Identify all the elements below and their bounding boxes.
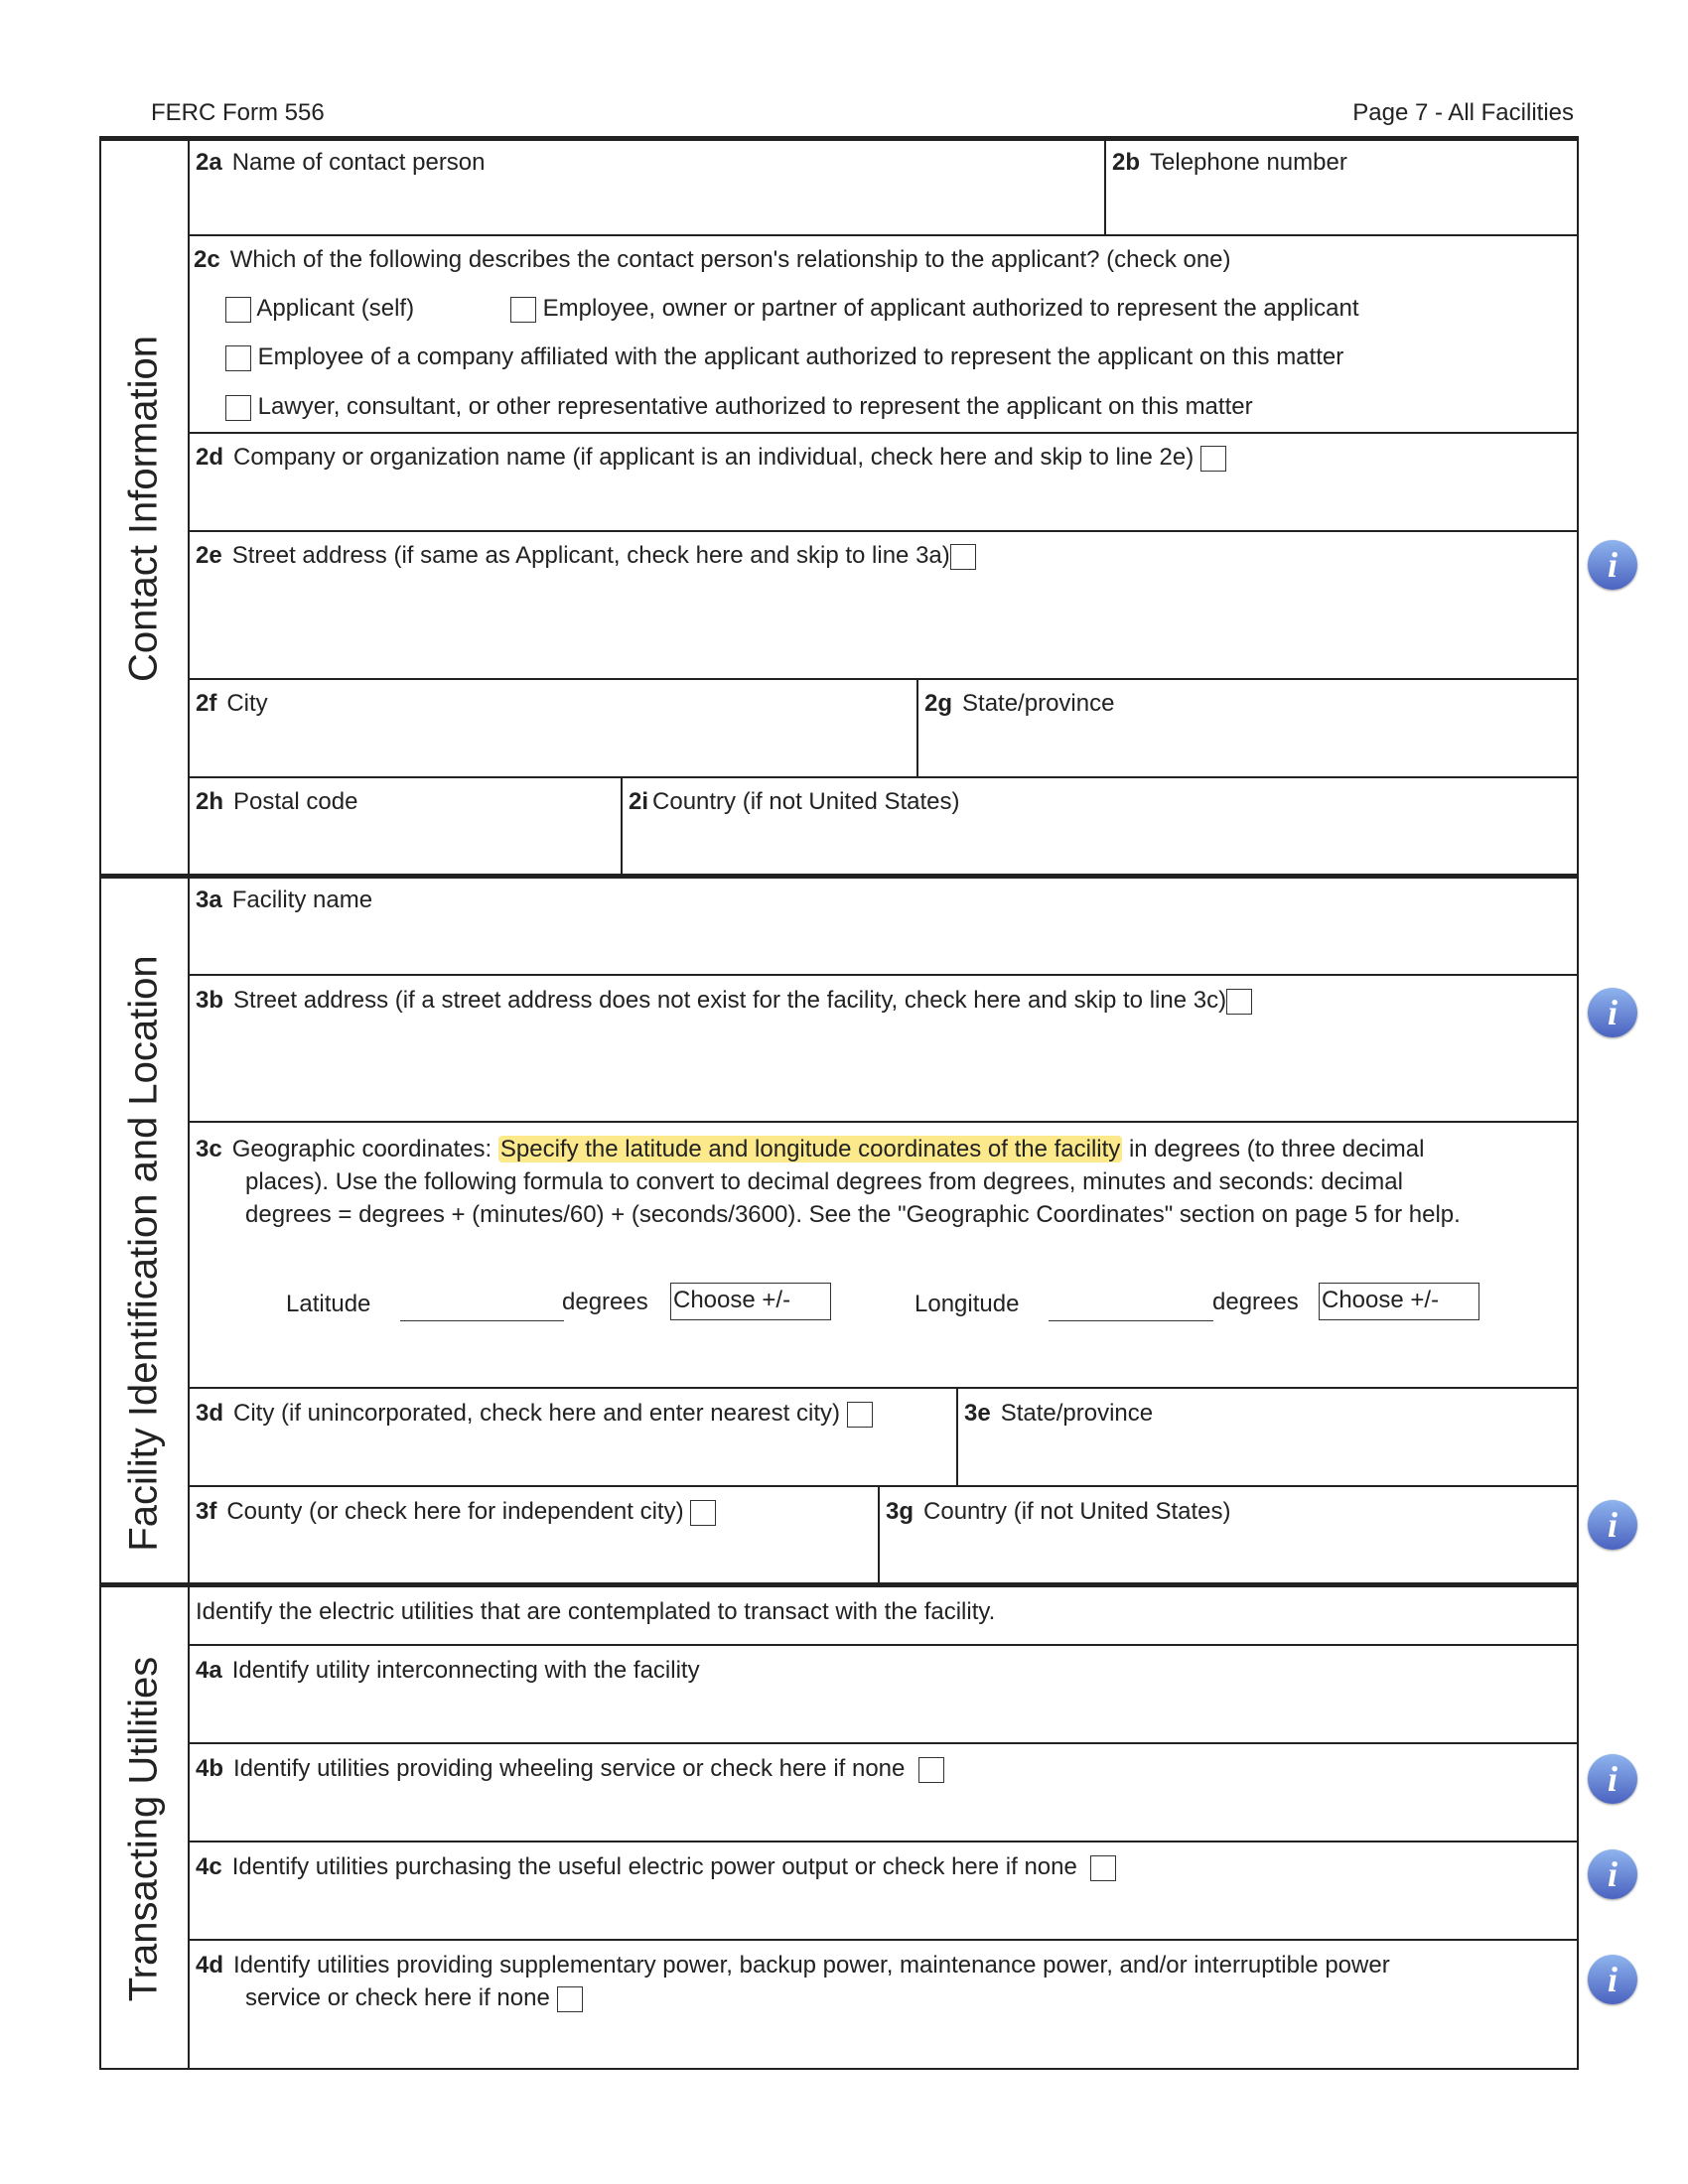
field-2b-label: 2b Telephone number — [1112, 149, 1347, 176]
label-column-divider — [188, 138, 190, 2070]
divider — [188, 1841, 1579, 1843]
field-3e-label: 3e State/province — [964, 1400, 1154, 1427]
option-employee-owner-partner[interactable]: Employee, owner or partner of applicant authorized to represent the applicant — [510, 295, 1359, 323]
section-divider — [99, 874, 1579, 879]
longitude-degrees-label: degrees — [1212, 1289, 1299, 1315]
checkbox[interactable] — [510, 297, 536, 323]
checkbox-4c-none[interactable] — [1090, 1855, 1116, 1881]
divider — [188, 234, 1579, 236]
field-4b-label: 4b Identify utilities providing wheeling service or check here if none — [196, 1755, 944, 1783]
checkbox-no-street-address[interactable] — [1226, 989, 1252, 1015]
checkbox[interactable] — [225, 345, 251, 371]
longitude-label: Longitude — [914, 1291, 1020, 1317]
divider-3d-3e — [956, 1388, 958, 1486]
form-title: FERC Form 556 — [151, 99, 325, 126]
divider — [188, 432, 1579, 434]
option-affiliated-employee[interactable]: Employee of a company affiliated with the applicant authorized to represent the applicant on this matter — [225, 343, 1343, 371]
field-2h-label: 2h Postal code — [196, 788, 358, 815]
highlighted-instruction: Specify the latitude and longitude coordinates of the facility — [499, 1136, 1121, 1162]
info-icon[interactable]: i — [1588, 1754, 1637, 1804]
info-icon[interactable]: i — [1588, 1500, 1637, 1550]
divider — [188, 1939, 1579, 1941]
page-label: Page 7 - All Facilities — [1352, 99, 1574, 126]
field-3a-label: 3a Facility name — [196, 887, 373, 913]
field-3b-label: 3b Street address (if a street address does not exist for the facility, check here and skip to line 3c) — [196, 987, 1252, 1015]
option-applicant-self[interactable]: Applicant (self) — [225, 295, 414, 323]
field-2d-label: 2d Company or organization name (if applicant is an individual, check here and skip to line 2e) — [196, 444, 1226, 472]
field-4d-label: 4d Identify utilities providing supplementary power, backup power, maintenance power, and/or interruptible power — [196, 1952, 1390, 1979]
section-label-contact: Contact Information — [121, 335, 166, 683]
divider-3f-3g — [878, 1486, 880, 1583]
field-4a-label: 4a Identify utility interconnecting with the facility — [196, 1657, 700, 1684]
latitude-label: Latitude — [286, 1291, 371, 1317]
checkbox[interactable] — [225, 395, 251, 421]
divider — [188, 530, 1579, 532]
field-2f-label: 2f City — [196, 690, 268, 717]
divider — [188, 1121, 1579, 1123]
divider — [188, 1387, 1579, 1389]
longitude-sign-select[interactable]: Choose +/- — [1319, 1283, 1479, 1320]
divider — [188, 1644, 1579, 1646]
section-label-facility: Facility Identification and Location — [121, 955, 166, 1552]
section-label-utilities: Transacting Utilities — [121, 1656, 166, 2002]
divider — [188, 974, 1579, 976]
field-3g-label: 3g Country (if not United States) — [886, 1498, 1231, 1525]
field-4c-label: 4c Identify utilities purchasing the useful electric power output or check here if none — [196, 1853, 1116, 1881]
field-4d-label-line2: service or check here if none — [245, 1984, 583, 2012]
field-2c-label: 2c Which of the following describes the contact person's relationship to the applicant? (check one) — [194, 246, 1231, 273]
longitude-input[interactable] — [1049, 1320, 1213, 1321]
info-icon[interactable]: i — [1588, 988, 1637, 1037]
field-3d-label: 3d City (if unincorporated, check here and enter nearest city) — [196, 1400, 873, 1428]
section-divider — [99, 1582, 1579, 1587]
field-3c-instructions: 3c Geographic coordinates: Specify the latitude and longitude coordinates of the facility in degrees (to three decimal places). Use the following formula to convert to decimal degrees from degrees, minutes and seconds: decimal degrees = degrees + (minutes/60) + (seconds/3600). See the "Geographic Coordinates" section on page 5 for help. — [196, 1136, 1461, 1228]
info-icon[interactable]: i — [1588, 1955, 1637, 2004]
latitude-sign-select[interactable]: Choose +/- — [670, 1283, 831, 1320]
utilities-intro: Identify the electric utilities that are contemplated to transact with the facility. — [196, 1598, 996, 1625]
option-lawyer-consultant[interactable]: Lawyer, consultant, or other representative authorized to represent the applicant on this matter — [225, 393, 1253, 421]
divider — [188, 776, 1579, 778]
field-2a-label: 2a Name of contact person — [196, 149, 486, 176]
checkbox[interactable] — [225, 297, 251, 323]
divider — [188, 1485, 1579, 1487]
divider-2a-2b — [1104, 138, 1106, 235]
divider-2f-2g — [916, 679, 918, 777]
divider-2h-2i — [621, 777, 623, 875]
checkbox-4d-none[interactable] — [557, 1986, 583, 2012]
checkbox-unincorporated[interactable] — [847, 1402, 873, 1428]
field-2e-label: 2e Street address (if same as Applicant, check here and skip to line 3a) — [196, 542, 976, 570]
checkbox-individual[interactable] — [1200, 446, 1226, 472]
field-3f-label: 3f County (or check here for independent city) — [196, 1498, 716, 1526]
field-2g-label: 2g State/province — [924, 690, 1115, 717]
checkbox-4b-none[interactable] — [918, 1757, 944, 1783]
info-icon[interactable]: i — [1588, 540, 1637, 590]
field-2i-label: 2i Country (if not United States) — [629, 788, 960, 815]
latitude-degrees-label: degrees — [562, 1289, 648, 1315]
info-icon[interactable]: i — [1588, 1849, 1637, 1899]
divider — [188, 1742, 1579, 1744]
divider — [188, 678, 1579, 680]
checkbox-independent-city[interactable] — [690, 1500, 716, 1526]
latitude-input[interactable] — [400, 1320, 564, 1321]
checkbox-same-as-applicant[interactable] — [950, 544, 976, 570]
